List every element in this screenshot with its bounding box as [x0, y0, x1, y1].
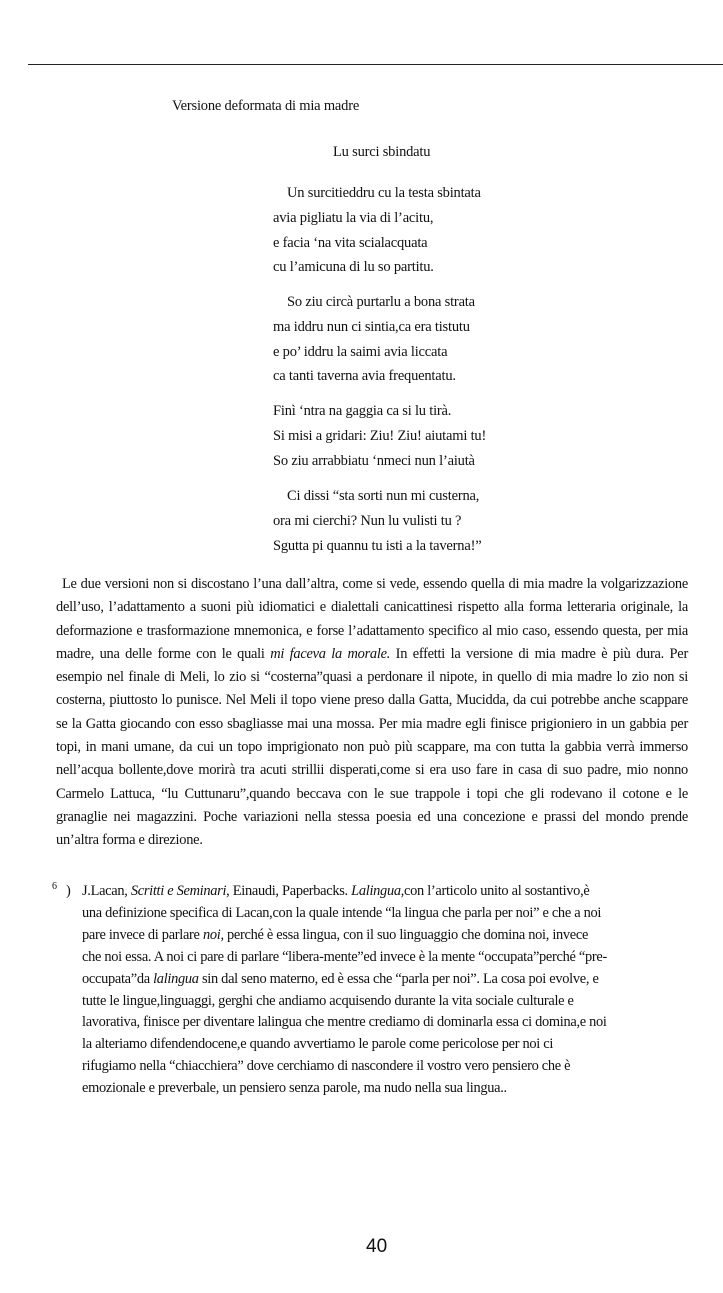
- footnote-text-run: rifugiamo nella “chiacchiera” dove cerchiamo di nascondere il vostro vero pensiero che è: [82, 1058, 571, 1075]
- footnote-line: [82, 1012, 692, 1034]
- poem-line: ora mi cierchi? Nun lu vulisti tu ?: [273, 512, 462, 529]
- footnote-text-run: sin dal seno materno, ed è essa che “parla per noi”. La cosa poi evolve, e: [198, 970, 599, 987]
- poem-line: So ziu circà purtarlu a bona strata: [287, 294, 475, 310]
- footnote-line: [82, 1034, 692, 1056]
- footnote-line: [82, 969, 692, 991]
- footnote-italic: lalingua: [153, 970, 199, 987]
- footnote-line: [82, 1056, 692, 1078]
- footnote-paren: ): [66, 883, 71, 899]
- footnote-text-run: emozionale e preverbale, un pensiero senza parole, ma nudo nella sua lingua..: [82, 1080, 507, 1097]
- footnote-line: [82, 903, 692, 925]
- footnote-text-run: una definizione specifica di Lacan,con la quale intende “la lingua che parla per noi” e che a noi: [82, 904, 602, 921]
- poem-stanza-1: [273, 181, 481, 280]
- poem-line: So ziu arrabbiatu ‘nmeci nun l’aiutà: [273, 452, 475, 469]
- poem-line: Un surcitieddru cu la testa sbintata: [287, 185, 481, 201]
- poem-line: Sgutta pi quannu tu isti a la taverna!”: [273, 537, 482, 554]
- footnote-text-run: lavorativa, finisce per diventare lalingua che mentre crediamo di dominarla essa ci domina,e noi: [82, 1014, 607, 1031]
- poem-line: avia pigliatu la via di l’acitu,: [273, 209, 434, 226]
- page-number: 40: [366, 1236, 388, 1257]
- footnote-text: [82, 881, 692, 1100]
- footnote-italic: noi: [202, 926, 221, 943]
- footnote-text-run: che noi essa. A noi ci pare di parlare “libera-mente”ed invece è la mente “occupata”perché “pre-: [82, 948, 607, 965]
- body-paragraph: [56, 573, 688, 853]
- footnote-text-run: tutte le lingue,linguaggi, gerghi che andiamo acquisendo durante la vita sociale culturale e: [82, 992, 574, 1009]
- poem-line: Finì ‘ntra na gaggia ca si lu tirà.: [273, 403, 452, 419]
- poem-line: ca tanti taverna avia frequentatu.: [273, 368, 456, 385]
- poem-stanza-2: [273, 290, 475, 389]
- poem-line: cu l’amicuna di lu so partitu.: [273, 259, 434, 276]
- paragraph-italic: mi faceva la morale.: [270, 645, 391, 662]
- poem-title: Lu surci sbindatu: [333, 144, 431, 160]
- footnote-text-run: J.Lacan,: [82, 883, 131, 899]
- footnote-line: [82, 1078, 692, 1100]
- poem-line: Ci dissi “sta sorti nun mi custerna,: [287, 488, 480, 504]
- poem-line: Si misi a gridari: Ziu! Ziu! aiutami tu!: [273, 427, 487, 444]
- footnote-text-run: , perché è essa lingua, con il suo linguaggio che domina noi, invece: [220, 926, 589, 943]
- footnote-italic: Lalingua: [351, 883, 401, 899]
- header-rule: [28, 64, 723, 65]
- footnote-text-run: ,con l’articolo unito al sostantivo,è: [400, 883, 590, 899]
- poem-line: ma iddru nun ci sintia,ca era tistutu: [273, 318, 470, 335]
- footnote-line: [82, 947, 692, 969]
- footnote-text-run: , Einaudi, Paperbacks.: [226, 883, 352, 899]
- footnote-marker: 6: [52, 881, 57, 892]
- poem-stanza-4: [273, 484, 481, 558]
- poem-line: e po’ iddru la saimi avia liccata: [273, 343, 448, 360]
- section-heading: Versione deformata di mia madre: [172, 98, 360, 114]
- paragraph-text: In effetti la versione di mia madre è più dura. Per esempio nel finale di Meli, lo zio si “costerna”quasi a perdonare il nipote, in quello di mia madre lo zio non si costerna, piuttosto lo punisce. Nel Meli il topo viene preso dalla Gatta, Mucidda, da cui potrebbe anche scappare se la Gatta giocando con esso sbagliasse mai una mossa. Per mia madre egli finisce prigioniero in un gabbia per topi, in mani umane, da cui un topo imprigionato non può più scappare, ma con tutta la gabbia verrà immerso nell’acqua bollente,dove morirà tra acuti strillii disperati,come si era uso fare in casa di suo padre, mio nonno Carmelo Lattuca, “lu Cuttunaru”,quando beccava con le sue trappole i topi che gli rodevano il cotone e le granaglie nei magazzini. Poche variazioni nella stessa poesia ed una concezione e prassi del mondo prende un’altra forma e direzione.: [56, 645, 688, 849]
- poem-line: e facia ‘na vita scialacquata: [273, 234, 428, 251]
- footnote-text-run: pare invece di parlare: [82, 926, 203, 943]
- poem-stanza-3: [273, 399, 486, 473]
- footnote-text-run: la alteriamo difendendocene,e quando avvertiamo le parole come pericolose per noi ci: [82, 1036, 554, 1053]
- footnote-line: [82, 991, 692, 1013]
- footnote-line: [82, 925, 692, 947]
- footnote-italic: Scritti e Seminari: [130, 883, 227, 899]
- footnote-text-run: occupata”da: [82, 970, 154, 987]
- footnote-line: [82, 881, 692, 903]
- paragraph-text: Le due versioni non si discostano l’una dall’altra, come si vede, essendo quella di mia madre la volgarizzazione dell’uso, l’adattamento a suoni più idiomatici e dialettali canicattinesi rispetto alla forma letteraria originale, la deformazione e trasformazione mnemonica, e forse l’adattamento specifico al mio caso, essendo questa, per mia madre, una delle forme con le quali: [56, 576, 688, 662]
